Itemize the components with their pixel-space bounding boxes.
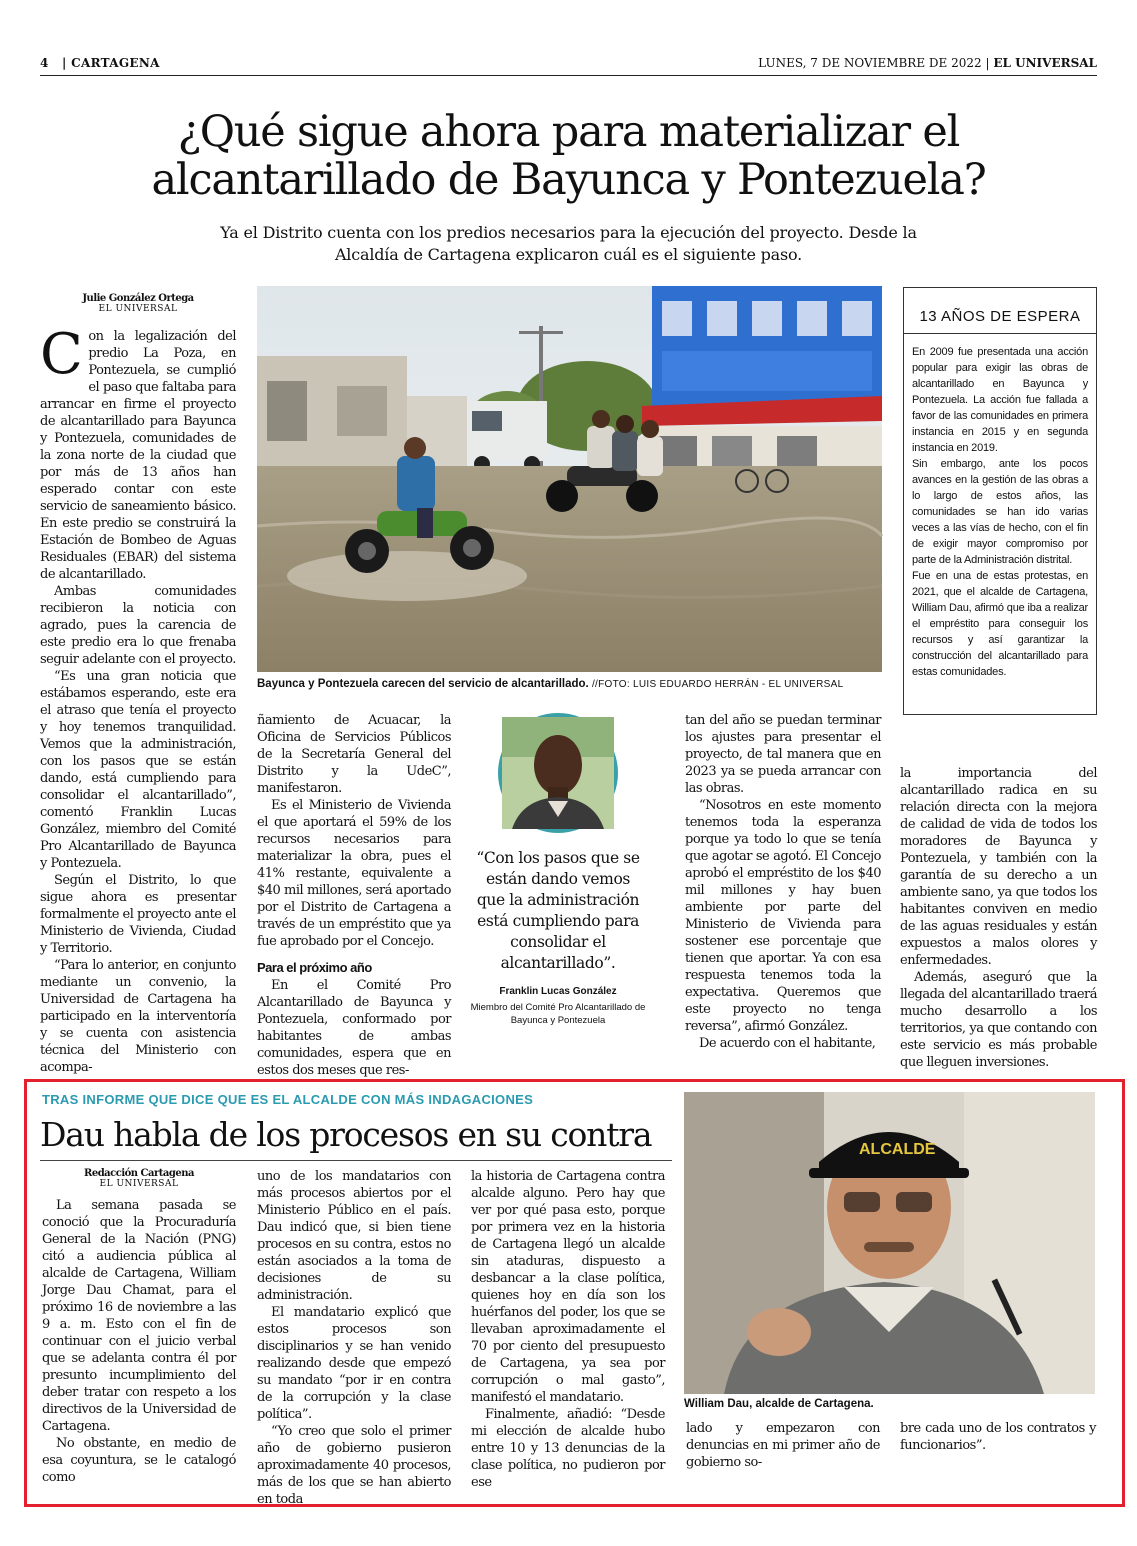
paragraph: De acuerdo con el habitante, (699, 1036, 876, 1051)
date-line (758, 56, 1097, 70)
second-column-3 (471, 1168, 665, 1490)
portrait-illustration (502, 717, 614, 829)
paragraph: la historia de Cartagena contra alcalde alguno. Pero hay que ver por qué pasa esto, porque por primera vez en la historia de Cartagena llegó un alcalde sin ataduras, dispuesto a desbancar a la clase política, quienes hoy en día son los huérfanos del poder, los que se llevaban aproximadamente el 70 por ciento del presupuesto de Cartagena, ya sea por corrupción o mal gasto”, manifestó el mandatario. (471, 1169, 665, 1405)
headline-rule (40, 1160, 672, 1161)
headline-line-2: alcantarillado de Bayunca y Pontezuela? (151, 155, 986, 205)
paragraph: En el Comité Pro Alcantarillado de Bayunca y Pontezuela, conformado por habitantes de ambas comunidades, espera que en estos dos meses que res- (257, 978, 451, 1078)
pull-quote: “Con los pasos que se están dando vemos que la administración está cumpliendo para consolidar el alcantarillado”. (476, 849, 640, 972)
main-column-2 (257, 712, 451, 1078)
subheading: Para el próximo año (257, 960, 372, 975)
photo-illustration (257, 286, 882, 672)
paragraph: uno de los mandatarios con más procesos abiertos por el Ministerio Público en el país. Dau indicó que, si bien tiene procesos en su contra, estos no están asociados a la toma de decisiones de su administración. (257, 1169, 451, 1303)
paragraph: El mandatario explicó que estos procesos son disciplinarios y se han venido realizando desde que empezó su mandato “por ir en contra de la corrupción y la clase política”. (257, 1305, 451, 1422)
byline-name: Redacción Cartagena (84, 1168, 194, 1179)
main-photo-caption (257, 678, 882, 690)
byline-org: EL UNIVERSAL (99, 1179, 179, 1189)
mayor-photo (684, 1092, 1095, 1394)
second-headline: Dau habla de los procesos en su contra (40, 1115, 652, 1154)
quote-attribution-role: Miembro del Comité Pro Alcantarillado de Bayunca y Pontezuela (470, 1002, 646, 1026)
flooded-street-photo (257, 286, 882, 672)
second-column-4 (686, 1420, 880, 1470)
sidebar-paragraph: En 2009 fue presentada una acción popular para exigir las obras de alcantarillado en Bayunca y Pontezuela. La acción fue fallada a favor de las comunidades en primera instancia en 2015 y en segunda instancia en 2019. (912, 346, 1088, 454)
sidebar-paragraph: Fue en una de estas protestas, en 2021, que el alcalde de Cartagena, William Dau, afirmó que iba a realizar el empréstito para conseguir los recursos y así garantizar la construcción del alcantarillado para estas comunidades. (912, 570, 1088, 678)
paragraph: La semana pasada se conoció que la Procuraduría General de la Nación (PNG) citó a audiencia pública al alcalde de Cartagena, William Jorge Dau Chamat, para el próximo 16 de noviembre a las 9 a. m. Esto con el fin de continuar con el juicio verbal que se adelanta contra él por presunto incumplimiento del deber tratar con respeto a los directivos de la Universidad de Cartagena. (42, 1198, 236, 1434)
paragraph: “Para lo anterior, en conjunto mediante un convenio, la Universidad de Cartagena ha participado en la interventoría y se cuenta con asistencia técnica del Ministerio con acompa- (40, 958, 236, 1075)
main-column-1 (40, 293, 236, 1075)
caption-text: Bayunca y Pontezuela carecen del servicio de alcantarillado. (257, 678, 589, 690)
paragraph: tan del año se puedan terminar los ajustes para presentar el proyecto, de tal manera que en 2023 ya se pueda arrancar con las obras. (685, 713, 881, 796)
paragraph: Finalmente, añadió: “Desde mi elección de alcalde hubo entre 10 y 13 denuncias de la clase política, no pudieron por ese (471, 1407, 665, 1490)
byline-org: EL UNIVERSAL (98, 304, 178, 314)
paragraph: No obstante, en medio de esa coyuntura, se le catalogó como (42, 1436, 236, 1485)
paper-name: EL UNIVERSAL (993, 56, 1097, 70)
paragraph: “Nosotros en este momento tenemos toda la esperanza porque ya todo lo que se tenía que agotar se agotó. El Concejo aprobó el empréstito de los $40 mil millones y hay buen ambiente por parte del Ministerio de Vivienda para sostener ese porcentaje que tienen que aportar. Ya con esa respuesta tenemos toda la expectativa. Queremos que este proyecto no tenga reversa”, afirmó González. (685, 798, 881, 1034)
photo-credit: //FOTO: LUIS EDUARDO HERRÁN - EL UNIVERSAL (591, 679, 844, 690)
mayor-photo-caption: William Dau, alcalde de Cartagena. (684, 1398, 874, 1410)
issue-date: LUNES, 7 DE NOVIEMBRE DE 2022 | (758, 56, 990, 70)
paragraph: Según el Distrito, lo que sigue ahora es presentar formalmente el proyecto ante el Ministerio de Vivienda, Ciudad y Territorio. (40, 873, 236, 956)
sidebar-box (903, 287, 1097, 715)
lead-paragraph: Con la legalización del predio La Poza, en Pontezuela, se cumplió el paso que faltaba para arrancar en firme el proyecto de alcantarillado para Bayunca y Pontezuela, comunidades de la zona norte de la ciudad que por más de 13 años han esperado contar con este servicio de saneamiento básico. En este predio se construirá la Estación de Bombeo de Aguas Residuales (EBAR) del sistema de alcantarillado. (40, 322, 236, 582)
main-column-4 (900, 765, 1097, 1070)
headline-line-1: ¿Qué sigue ahora para materializar el (177, 107, 960, 157)
portrait-photo (498, 713, 618, 833)
quote-attribution-name: Franklin Lucas González (499, 986, 617, 997)
mayor-illustration (684, 1092, 1095, 1394)
section-name: | CARTAGENA (62, 56, 160, 70)
main-headline (60, 108, 1077, 204)
paragraph: ñamiento de Acuacar, la Oficina de Servicios Públicos de la Secretaría General del Distrito y la UdeC”, manifestaron. (257, 713, 451, 796)
page-header (40, 54, 1097, 76)
paragraph: “Es una gran noticia que estábamos esperando, este era el atraso que tenía el proyecto y hoy tenemos tranquilidad. Vemos que la administración, con los pasos que se están dando, está cumpliendo para consolidar el alcantarillado”, comentó Franklin Lucas González, miembro del Comité Pro Alcantarillado de Bayunca y Pontezuela. (40, 669, 236, 871)
cap-text: ALCALDE (859, 1141, 936, 1158)
article-kicker: TRAS INFORME QUE DICE QUE ES EL ALCALDE CON MÁS INDAGACIONES (42, 1092, 534, 1107)
sidebar-title: 13 AÑOS DE ESPERA (904, 296, 1096, 334)
paragraph: “Yo creo que solo el primer año de gobierno pusieron aproximadamente 40 procesos, más de los que se han abierto en toda (257, 1424, 451, 1507)
sidebar-paragraph: Sin embargo, ante los pocos avances en la gestión de las obras a lo largo de estos años, las comunidades se han ido varias veces a las vías de hecho, con el fin de exigir mayor compromiso por parte de la Administración distrital. (912, 458, 1088, 566)
second-column-1 (42, 1168, 236, 1485)
paragraph: la importancia del alcantarillado radica en su relación directa con la mejora de calidad de vida de todos los moradores de Bayunca y Pontezuela, y también con la garantía de su derecho a un ambiente sano, ya que todos los habitantes conviven en medio de las aguas residuales y están expuestos a malos olores y enfermedades. (900, 766, 1097, 968)
page-number: 4 (40, 56, 49, 70)
second-column-5 (900, 1420, 1096, 1460)
byline-name: Julie González Ortega (82, 293, 194, 304)
second-column-2 (257, 1168, 451, 1507)
paragraph: Además, aseguró que la llegada del alcantarillado traerá mucho desarrollo a los territorios, ya que contando con este servicio es más probable que lleguen inversiones. (900, 970, 1097, 1070)
article-deck: Ya el Distrito cuenta con los predios necesarios para la ejecución del proyecto. Desde la Alcaldía de Cartagena explicaron cuál es el siguiente paso. (220, 223, 917, 264)
paragraph: Es el Ministerio de Vivienda el que aportará el 59% de los recursos necesarios para materializar la obra, pues el 41% restante, equivalente a $40 mil millones, será aportado por el Distrito de Cartagena a través de un empréstito que ya fue aprobado por el Concejo. (257, 798, 451, 949)
paragraph: bre cada uno de los contratos y funcionarios”. (900, 1421, 1096, 1453)
paragraph: lado y empezaron con denuncias en mi primer año de gobierno so- (686, 1421, 880, 1470)
main-column-3 (685, 712, 881, 1064)
paragraph: Ambas comunidades recibieron la noticia con agrado, pues la carencia de este predio era lo que frenaba seguir adelante con el proyecto. (40, 584, 236, 667)
drop-cap: C (40, 322, 83, 387)
